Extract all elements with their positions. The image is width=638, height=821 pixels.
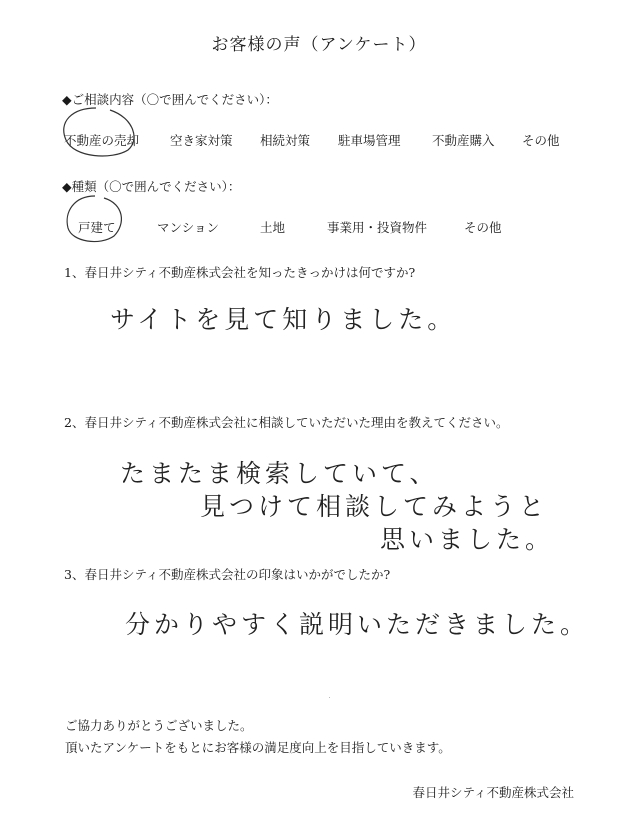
answer-2-line-1: たまたま検索していて、: [120, 459, 439, 488]
type-option-detached[interactable]: 戸建て: [78, 220, 116, 235]
page-title: お客様の声（アンケート）: [211, 35, 427, 55]
type-option-mansion[interactable]: マンション: [157, 220, 219, 235]
type-heading: ◆種類（〇で囲んでください）：: [62, 179, 241, 194]
scan-speck: [329, 697, 330, 698]
consultation-option-parking[interactable]: 駐車場管理: [338, 133, 401, 148]
answer-3-line-1: 分かりやすく説明いただきました。: [125, 610, 590, 639]
footer-thanks: ご協力ありがとうございました。: [65, 718, 253, 733]
consultation-heading: ◆ご相談内容（〇で囲んでください）：: [62, 92, 278, 107]
answer-1-line-1: サイトを見て知りました。: [110, 305, 457, 334]
footer-note: 頂いたアンケートをもとにお客様の満足度向上を目指していきます。: [65, 740, 451, 755]
consultation-option-vacant-house[interactable]: 空き家対策: [170, 133, 233, 148]
type-option-other[interactable]: その他: [464, 220, 502, 235]
company-name: 春日井シティ不動産株式会社: [412, 785, 574, 800]
consultation-option-purchase[interactable]: 不動産購入: [432, 133, 495, 148]
answer-2-line-3: 思いました。: [380, 525, 555, 554]
question-2-label: 2、春日井シティ不動産株式会社に相談していただいた理由を教えてください。: [64, 415, 509, 430]
type-option-business[interactable]: 事業用・投資物件: [327, 220, 428, 235]
question-1-label: 1、春日井シティ不動産株式会社を知ったきっかけは何ですか?: [64, 265, 416, 280]
question-3-label: 3、春日井シティ不動産株式会社の印象はいかがでしたか?: [64, 567, 391, 582]
consultation-option-sale[interactable]: 不動産の売却: [64, 133, 140, 148]
consultation-option-other[interactable]: その他: [522, 133, 560, 148]
consultation-option-inheritance[interactable]: 相続対策: [260, 133, 311, 148]
type-option-land[interactable]: 土地: [260, 220, 286, 235]
answer-2-line-2: 見つけて相談してみようと: [200, 492, 549, 521]
